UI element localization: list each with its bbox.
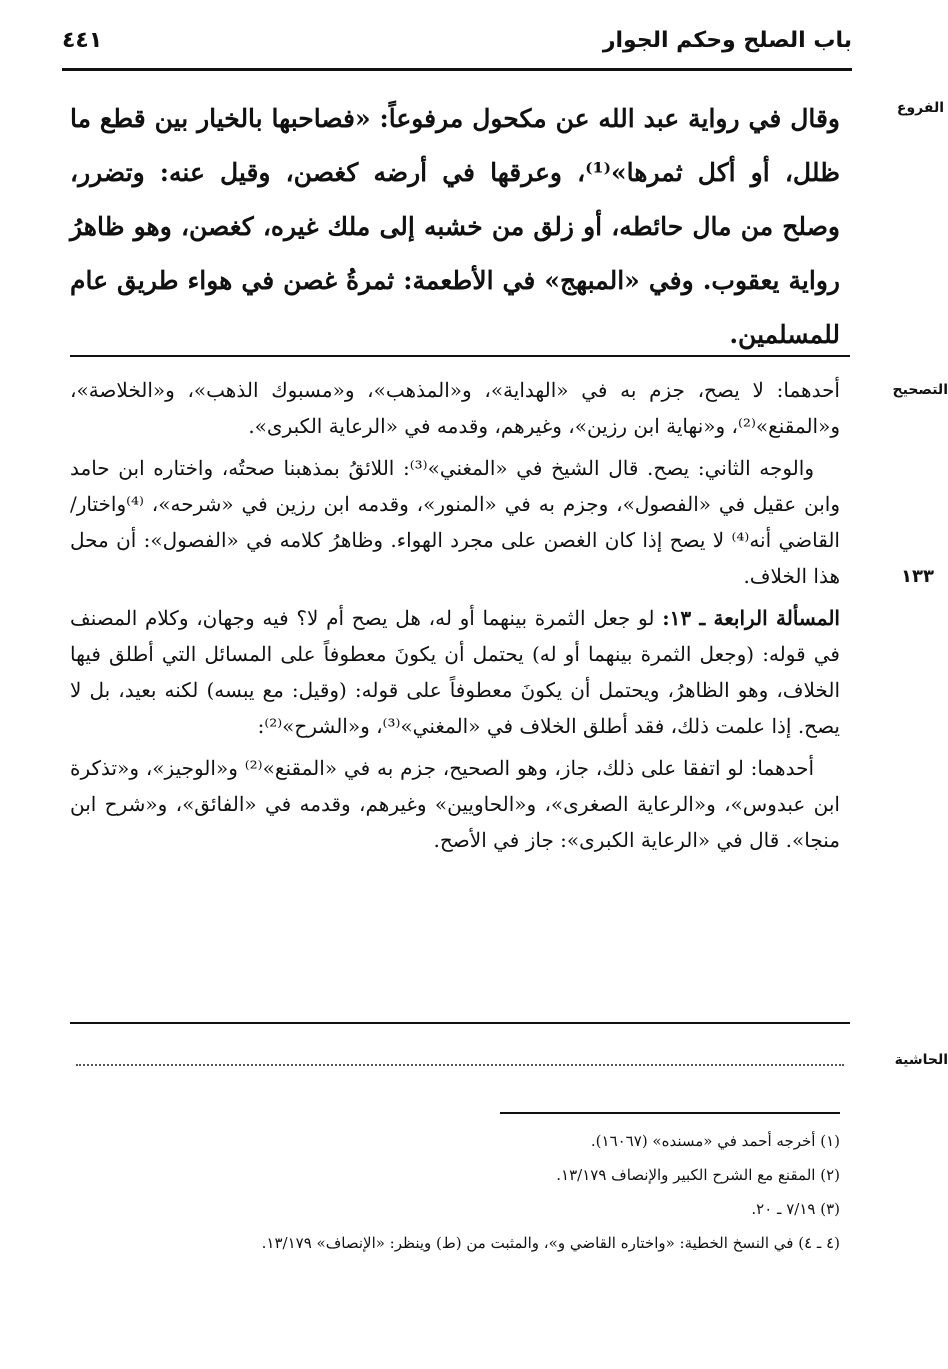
page-number: ٤٤١ bbox=[62, 28, 103, 53]
margin-number: ١٣٣ bbox=[901, 566, 934, 587]
page-header bbox=[62, 28, 852, 70]
hashiya-separator bbox=[70, 1022, 850, 1024]
main-paragraph: وقال في رواية عبد الله عن مكحول مرفوعاً: «فصاحبها بالخيار بين قطع ما ظلل، أو أكل ثمرها»⁽¹⁾، وعرقها في أرضه كغصن، وقيل عنه: وتضرر، وصلح من مال حائطه، أو زلق من خشبه إلى ملك غيره، كغصن، وهو ظاهرُ رواية يعقوب. وفي «المبهج» في الأطعمة: ثمرةُ غصن في هواء طريق عام للمسلمين. bbox=[70, 104, 840, 349]
footnote: (٢) المقنع مع الشرح الكبير والإنصاف ١٣/١٧٩. bbox=[556, 1166, 840, 1184]
commentary bbox=[70, 372, 840, 864]
footnote: (٤ ـ ٤) في النسخ الخطية: «واختاره القاضي و»، والمثبت من (ط) وينظر: «الإنصاف» ١٣/١٧٩. bbox=[261, 1234, 840, 1252]
margin-label-furu: الفروع bbox=[896, 100, 944, 116]
commentary-paragraph-1: أحدهما: لا يصح، جزم به في «الهداية»، و«المذهب»، و«مسبوك الذهب»، و«الخلاصة»، و«المقنع»⁽²⁾، و«نهاية ابن رزين»، وغيرهم، وقدمه في «الرعاية الكبرى». bbox=[70, 378, 840, 438]
margin-label-hashiya: الحاشية bbox=[894, 1052, 948, 1068]
footnote: (٣) ٧/١٩ ـ ٢٠. bbox=[751, 1200, 840, 1218]
chapter-title: باب الصلح وحكم الجوار bbox=[602, 28, 852, 53]
commentary-paragraph-4: أحدهما: لو اتفقا على ذلك، جاز، وهو الصحيح، جزم به في «المقنع»⁽²⁾ و«الوجيز»، و«تذكرة ابن عبدوس»، و«الرعاية الصغرى»، و«الحاويين» وغيرهم، وقدمه في «الفائق»، و«شرح ابن منجا». قال في «الرعاية الكبرى»: جاز في الأصح. bbox=[70, 756, 840, 852]
hashiya-dotted-line bbox=[76, 1064, 844, 1066]
issue-text: لو جعل الثمرة بينهما أو له، هل يصح أم لا؟ فيه وجهان، وكلام المصنف في قوله: (وجعل الثمرة بينهما أو له) يحتمل أن يكونَ معطوفاً على المسائل التي أطلق فيها الخلاف، وهو الظاهرُ، ويحتمل أن يكونَ معطوفاً على قوله: (وقيل: مع يبسه) لكنه بعيد، بل لا يصح. إذا علمت ذلك، فقد أطلق الخلاف في «المغني»⁽³⁾، و«الشرح»⁽²⁾: bbox=[70, 606, 840, 738]
footnotes bbox=[150, 1124, 840, 1260]
footnote-rule bbox=[500, 1112, 840, 1114]
section-separator bbox=[70, 355, 850, 357]
header-rule bbox=[62, 68, 852, 71]
main-text bbox=[70, 92, 840, 362]
margin-label-tashih: التصحيح bbox=[892, 382, 948, 398]
issue-heading: المسألة الرابعة ـ ١٣: bbox=[662, 606, 840, 630]
footnote: (١) أخرجه أحمد في «مسنده» (١٦٠٦٧). bbox=[590, 1132, 840, 1150]
commentary-paragraph-2: والوجه الثاني: يصح. قال الشيخ في «المغني»⁽³⁾: اللائقُ بمذهبنا صحتُه، واختاره ابن حامد وابن عقيل في «الفصول»، وجزم به في «المنور»، وقدمه ابن رزين في «شرحه»، ⁽⁴⁾واختار/ القاضي أنه⁽⁴⁾ لا يصح إذا كان الغصن على مجرد الهواء. وظاهرُ كلامه في «الفصول»: أن محل هذا الخلاف. bbox=[70, 456, 840, 588]
commentary-paragraph-3 bbox=[70, 600, 840, 744]
